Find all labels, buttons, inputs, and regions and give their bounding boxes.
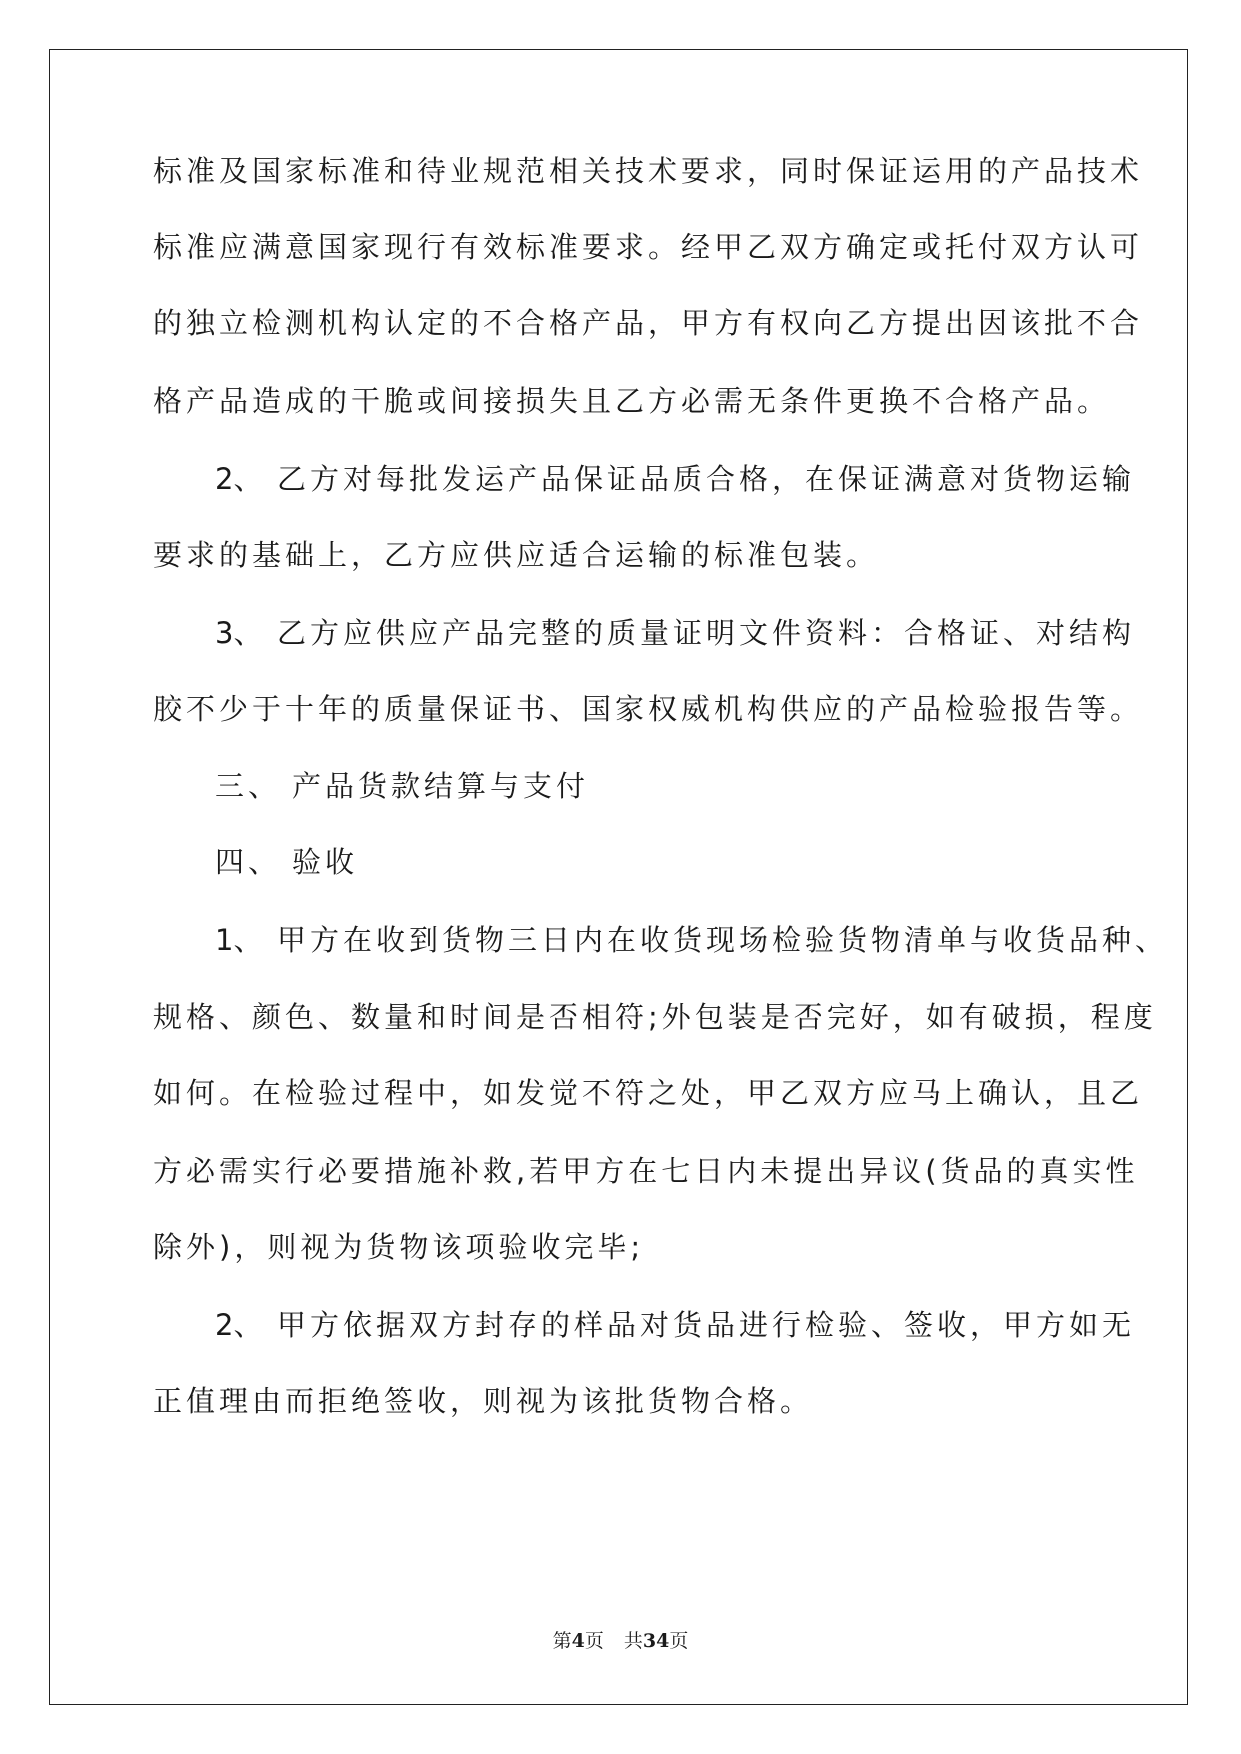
item-3-first-line — [215, 613, 1135, 653]
acceptance-1-line-4: 方必需实行必要措施补救,若甲方在七日内未提出异议(货品的真实性 — [153, 1154, 1139, 1188]
acceptance-2-text: 甲方依据双方封存的样品对货品进行检验、签收，甲方如无 — [277, 1308, 1136, 1342]
item-3-second-line: 胶不少于十年的质量保证书、国家权威机构供应的产品检验报告等。 — [153, 692, 1144, 726]
item-2-first-line — [215, 459, 1135, 499]
acceptance-1-line-3: 如何。在检验过程中，如发觉不符之处，甲乙双方应马上确认，且乙 — [153, 1076, 1144, 1110]
section-3-number: 三、 — [215, 769, 282, 803]
body-line-2: 标准应满意国家现行有效标准要求。经甲乙双方确定或托付双方认可 — [153, 230, 1144, 264]
body-line-1: 标准及国家标准和待业规范相关技术要求，同时保证运用的产品技术 — [153, 154, 1144, 188]
item-3-text: 乙方应供应产品完整的质量证明文件资料：合格证、对结构 — [277, 616, 1136, 650]
acceptance-1-text: 甲方在收到货物三日内在收货现场检验货物清单与收货品种、 — [277, 923, 1169, 957]
total-prefix: 共 — [623, 1630, 643, 1652]
item-2-number: 2、 — [215, 462, 263, 496]
acceptance-2-number: 2、 — [215, 1308, 263, 1342]
page-number: 4 — [571, 1630, 585, 1652]
page-suffix: 页 — [584, 1630, 604, 1652]
page-prefix: 第 — [552, 1630, 572, 1652]
acceptance-2-first-line — [215, 1305, 1135, 1345]
acceptance-1-line-2: 规格、颜色、数量和时间是否相符;外包装是否完好，如有破损，程度 — [153, 1000, 1157, 1034]
acceptance-1-first-line — [215, 920, 1168, 960]
section-3-title: 产品货款结算与支付 — [292, 769, 590, 803]
total-suffix: 页 — [669, 1630, 689, 1652]
section-3-heading — [215, 766, 589, 806]
page-footer — [0, 1628, 1241, 1654]
section-4-number: 四、 — [215, 845, 282, 879]
item-2-second-line: 要求的基础上，乙方应供应适合运输的标准包装。 — [153, 538, 880, 572]
acceptance-1-number: 1、 — [215, 923, 263, 957]
total-pages: 34 — [642, 1630, 670, 1652]
acceptance-2-line-2: 正值理由而拒绝签收，则视为该批货物合格。 — [153, 1384, 814, 1418]
section-4-title: 验收 — [292, 845, 359, 879]
body-line-4: 格产品造成的干脆或间接损失且乙方必需无条件更换不合格产品。 — [153, 384, 1111, 418]
section-4-heading — [215, 842, 358, 882]
acceptance-1-line-5: 除外)，则视为货物该项验收完毕; — [153, 1230, 645, 1264]
item-3-number: 3、 — [215, 616, 263, 650]
item-2-text: 乙方对每批发运产品保证品质合格，在保证满意对货物运输 — [277, 462, 1136, 496]
body-line-3: 的独立检测机构认定的不合格产品，甲方有权向乙方提出因该批不合 — [153, 306, 1144, 340]
